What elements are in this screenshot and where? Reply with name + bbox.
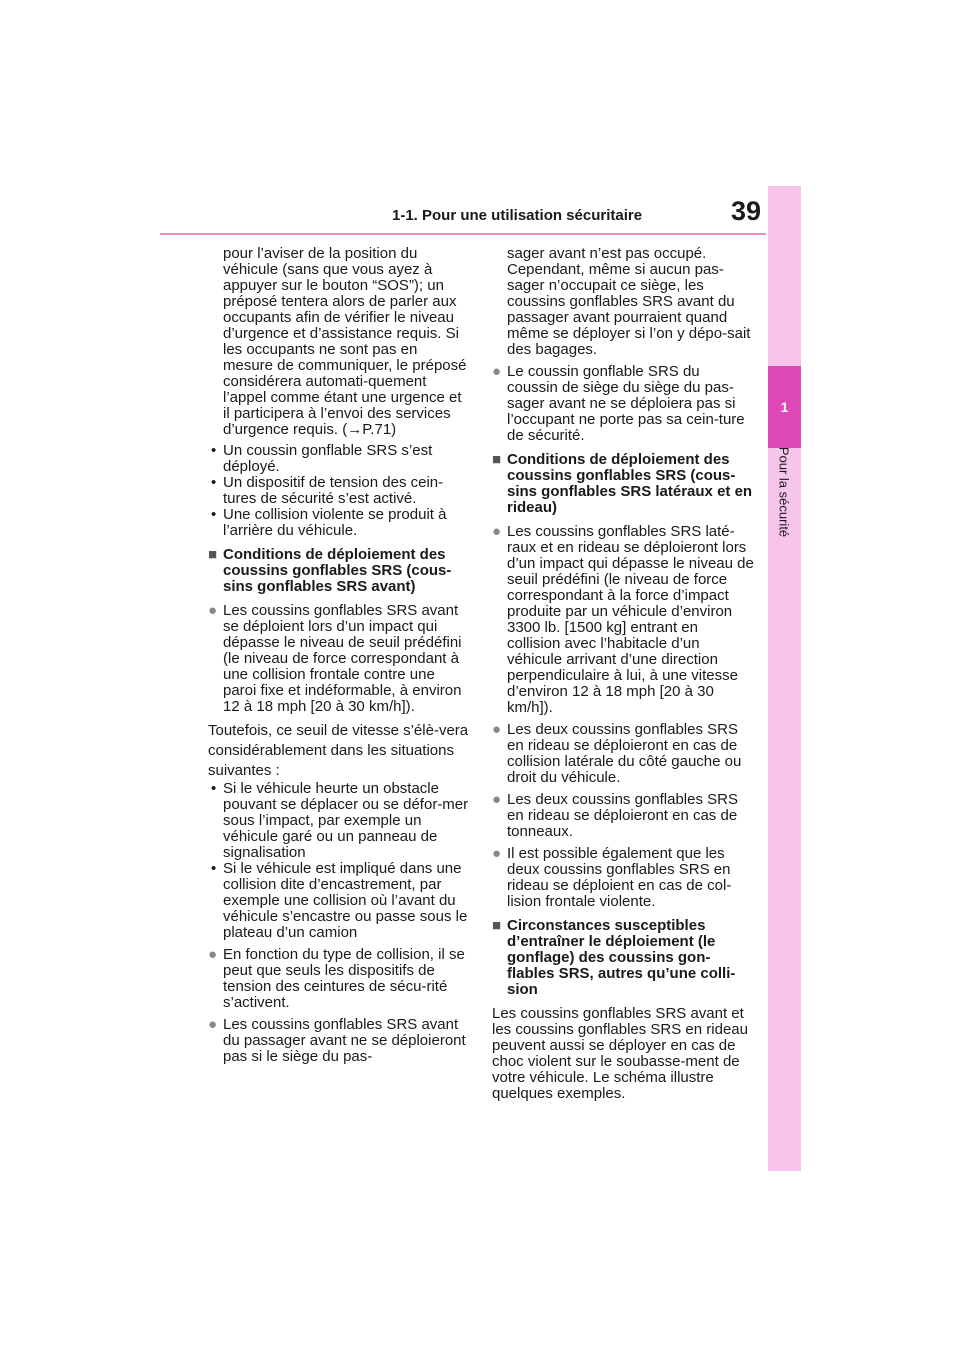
list-item: • Un dispositif de tension des cein-tures de sécurité s’est activé. bbox=[211, 474, 444, 507]
circle-bullet-icon: ● bbox=[492, 363, 502, 380]
paragraph: sager avant n’est pas occupé. Cependant, même si aucun pas-sager n’occupait ce siège, les coussins gonflables SRS avant du passager avant pourraient quand même se déployer si l’on y dépo-sait des bagages. bbox=[507, 245, 751, 358]
page-number: 39 bbox=[731, 196, 762, 226]
chapter-label: Pour la sécurité bbox=[776, 446, 792, 538]
circle-item: ● Les deux coussins gonflables SRS en rideau se déploieront en cas de tonneaux. bbox=[492, 791, 738, 840]
section-heading: ■ Circonstances susceptibles d’entraîner le déploiement (le gonflage) des coussins gon-flables SRS, autres qu’une colli-sion bbox=[492, 917, 736, 998]
list-item: • Un coussin gonflable SRS s’est déployé. bbox=[211, 442, 433, 475]
circle-bullet-icon: ● bbox=[208, 946, 218, 963]
square-bullet-icon: ■ bbox=[492, 451, 502, 468]
paragraph: Les coussins gonflables SRS avant et les coussins gonflables SRS en rideau peuvent aussi se déployer en cas de choc violent sur le soubasse-ment de votre véhicule. Le schéma illustre quelques exemples. bbox=[492, 1005, 748, 1102]
paragraph: Toutefois, ce seuil de vitesse s’élè-vera considérablement dans les situations suivantes : bbox=[208, 722, 469, 779]
circle-item: ● Les coussins gonflables SRS laté-raux et en rideau se déploieront lors d’un impact qui dépasse le niveau de seuil prédéfini (le niveau de force correspondant à la force d’impact produite par un véhicule d’environ 3300 lb. [1500 kg] entrant en collision avec l’habitacle d’un véhicule arrivant d’une direction perpendiculaire à lui, à une vitesse d’environ 12 à 18 mph [20 à 30 km/h]). bbox=[492, 523, 754, 716]
circle-item: ● Les coussins gonflables SRS avant du passager avant ne se déploieront pas si le siège du pas- bbox=[208, 1016, 466, 1065]
right-column bbox=[492, 246, 754, 1108]
list-item: • Si le véhicule heurte un obstacle pouvant se déplacer ou se défor-mer sous l’impact, par exemple un véhicule garé ou un panneau de signalisation bbox=[211, 780, 469, 861]
chapter-side-tab[interactable] bbox=[768, 186, 801, 1171]
square-bullet-icon: ■ bbox=[492, 917, 502, 934]
header-divider bbox=[160, 233, 766, 235]
circle-bullet-icon: ● bbox=[492, 791, 502, 808]
circle-item: ● En fonction du type de collision, il se peut que seuls les dispositifs de tension des ceintures de sécu-rité s’activent. bbox=[208, 946, 465, 1011]
section-title: 1-1. Pour une utilisation sécuritaire bbox=[392, 207, 643, 224]
circle-bullet-icon: ● bbox=[208, 1016, 218, 1033]
square-bullet-icon: ■ bbox=[208, 546, 218, 563]
circle-item: ● Les coussins gonflables SRS avant se déploient lors d’un impact qui dépasse le niveau de seuil prédéfini (le niveau de force correspondant à une collision frontale contre une paroi fixe et indéformable, à environ 12 à 18 mph [20 à 30 km/h]). bbox=[208, 602, 462, 715]
paragraph: pour l’aviser de la position du véhicule (sans que vous ayez à appuyer sur le bouton “SOS”); un préposé tentera alors de parler aux occupants afin de vérifier le niveau d’urgence et d’assistance requis. Si les occupants ne sont pas en mesure de communiquer, le préposé considérera automati-quement l’appel comme étant une urgence et il participera à l’envoi des services d’urgence requis. (→P.71) bbox=[223, 245, 467, 438]
list-item: • Si le véhicule est impliqué dans une collision dite d’encastrement, par exemple une collision où l’avant du véhicule s’encastre ou passe sous le plateau d’un camion bbox=[211, 860, 468, 941]
list-item: • Une collision violente se produit à l’arrière du véhicule. bbox=[211, 506, 447, 539]
circle-bullet-icon: ● bbox=[492, 721, 502, 738]
section-heading: ■ Conditions de déploiement des coussins gonflables SRS (cous-sins gonflables SRS latéraux et en rideau) bbox=[492, 451, 753, 516]
circle-bullet-icon: ● bbox=[492, 523, 502, 540]
circle-item: ● Il est possible également que les deux coussins gonflables SRS en rideau se déploient en cas de col-lision frontale violente. bbox=[492, 845, 732, 910]
circle-item: ● Le coussin gonflable SRS du coussin de siège du siège du pas-sager avant ne se déploiera pas si l’occupant ne porte pas sa cein-ture de sécurité. bbox=[492, 363, 745, 444]
circle-bullet-icon: ● bbox=[208, 602, 218, 619]
left-column bbox=[208, 246, 470, 1071]
section-heading: ■ Conditions de déploiement des coussins gonflables SRS (cous-sins gonflables SRS avant) bbox=[208, 546, 452, 595]
circle-item: ● Les deux coussins gonflables SRS en rideau se déploieront en cas de collision latérale du côté gauche ou droit du véhicule. bbox=[492, 721, 742, 786]
circle-bullet-icon: ● bbox=[492, 845, 502, 862]
chapter-number-tab[interactable]: 1 bbox=[768, 366, 801, 448]
